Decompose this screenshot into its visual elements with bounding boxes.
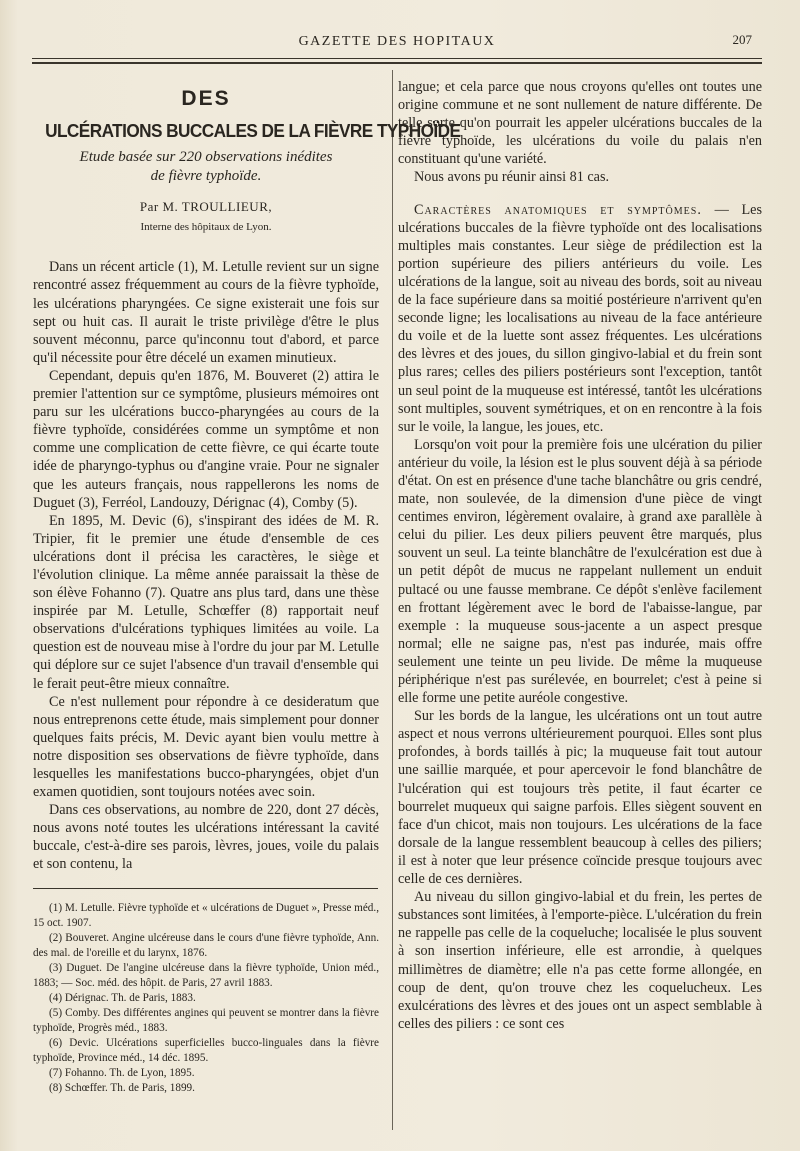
paragraph: langue; et cela parce que nous croyons qu'elles ont toutes une origine commune et ne sont nullement de nature différente. De telle sorte qu'on pourrait les appeler ulcérations buccales de la fièvre typhoïde, les ulcérations du voile du palais n'en constituant qu'une variété.	[398, 79, 762, 168]
subtitle-line1: Etude basée sur 220 observations inédites	[79, 149, 333, 166]
paragraph: Dans ces observations, au nombre de 220, dont 27 décès, nous avons noté toutes les ulcérations intéressant la cavité buccale, c'est-à-dire ses parois, lèvres, joues, voile du palais et son contenu, la	[33, 802, 379, 873]
footnote: (3) Duguet. De l'angine ulcéreuse dans la fièvre typhoïde, Union méd., 1883; — Soc. méd. des hôpit. de Paris, 27 avril 1883.	[33, 961, 379, 989]
article-title-line2: ULCÉRATIONS BUCCALES DE LA FIÈVRE TYPHOÏDE	[45, 120, 461, 142]
article-title-line1: DES	[181, 87, 231, 110]
paragraph: Cependant, depuis qu'en 1876, M. Bouveret (2) attira le premier l'attention sur ce symptôme, plusieurs mémoires ont paru sur les ulcérations bucco-pharyngées au cours de la fièvre typhoïde, considérées comme un symptôme et non comme une complication de cette fièvre, ce qui écarte toute idée de pharyngo-typhus ou d'angine vraie. Pour ne signaler que les auteurs français, nous rappellerons les noms de Duguet (3), Ferréol, Landouzy, Dérignac (4), Comby (5).	[33, 367, 379, 511]
footnote: (6) Devic. Ulcérations superficielles bucco-linguales dans la fièvre typhoïde, Province méd., 14 déc. 1895.	[33, 1036, 379, 1064]
paragraph: Au niveau du sillon gingivo-labial et du frein, les pertes de substances sont limitées, à l'emporte-pièce. L'ulcération du frein ne rappelle pas celle de la coqueluche; localisée le plus souvent à son insertion inférieure, elle est arrondie, à quelques millimètres de diamètre; elle n'a pas cette forme allongée, en coup de dent, qu'on trouve chez les coquelucheux. Les exulcérations des lèvres et des joues ont un aspect semblable à celles des piliers : ce sont ces	[398, 889, 763, 1032]
section-first-paragraph	[398, 201, 762, 436]
footnote: (1) M. Letulle. Fièvre typhoïde et « ulcérations de Duguet », Presse méd., 15 oct. 1907.	[33, 901, 379, 929]
journal-title: GAZETTE DES HOPITAUX	[298, 34, 496, 49]
author-role: Interne des hôpitaux de Lyon.	[140, 221, 272, 234]
header-rule-thick	[32, 62, 762, 64]
paragraph: En 1895, M. Devic (6), s'inspirant des idées de M. R. Tripier, fit le premier une étude d'ensemble de ces ulcérations dont il précisa les caractères, le siège et l'évolution clinique. La même année paraissait la thèse de son élève Fohanno (7). Quatre ans plus tard, dans une thèse inspirée par M. Letulle, Schœffer (8) rapportait neuf observations d'ulcérations typhiques limitées au voile. La question est de nouveau mise à l'ordre du jour par M. Letulle qui déplore sur ce sujet l'absence d'un travail d'ensemble qui le ferait peut-être mieux connaître.	[33, 512, 379, 692]
footnote-rule	[33, 888, 378, 889]
left-column	[33, 80, 461, 1096]
paragraph: Dans un récent article (1), M. Letulle revient sur un signe rencontré assez fréquemment au cours de la fièvre typhoïde, les ulcérations pharyngées. Ce signe existerait une fois sur sept ou huit cas. Il aurait le triste privilège d'être le plus souvent méconnu, parce qu'inconnu tout d'abord, et parce qu'il nécessite pour être décelé un examen minutieux.	[33, 259, 379, 366]
column-divider	[392, 70, 393, 1130]
page-number: 207	[732, 32, 752, 47]
footnote: (4) Dérignac. Th. de Paris, 1883.	[49, 991, 196, 1004]
article-subtitle	[33, 148, 379, 186]
paragraph: Ce n'est nullement pour répondre à ce desideratum que nous entreprenons cette étude, mais simplement pour donner quelques faits précis, M. Devic ayant bien voulu mettre à notre disposition ses observations de fièvre typhoïde, dans lesquelles les manifestations bucco-pharyngées, objet d'un examen quotidien, sont toujours notées avec soin.	[33, 693, 379, 801]
section-heading: Caractères anatomiques et symptômes. —	[414, 201, 730, 218]
footnote: (8) Schœffer. Th. de Paris, 1899.	[49, 1081, 195, 1094]
right-column	[398, 78, 762, 1033]
footnote: (7) Fohanno. Th. de Lyon, 1895.	[49, 1066, 195, 1079]
footnote: (5) Comby. Des différentes angines qui peuvent se montrer dans la fièvre typhoïde, Progrès méd., 1883.	[33, 1006, 379, 1034]
footnote: (2) Bouveret. Angine ulcéreuse dans le cours d'une fièvre typhoïde, Ann. des mal. de l'oreille et du larynx, 1876.	[33, 931, 379, 959]
page-header	[32, 34, 762, 54]
subtitle-line2: de fièvre typhoïde.	[150, 168, 262, 185]
header-rule-thin	[32, 58, 762, 59]
paragraph: Sur les bords de la langue, les ulcérations ont un tout autre aspect et nous verrons ultérieurement pourquoi. Elles sont plus profondes, à bords taillés à pic; la muqueuse fait tout autour une saillie marquée, et pour apercevoir le fond blanchâtre de l'ulcération qui est toujours très petite, il faut écarter ce bourrelet muqueux qui saigne parfois. Elles siègent souvent en face d'un chicot, mais non toujours. Les ulcérations de la face dorsale de la langue ressemblent beaucoup à celles des piliers; il est à noter que leur présence coïncide presque toujours avec celle de ces dernières.	[398, 708, 762, 888]
section-text: Les ulcérations buccales de la fièvre typhoïde ont des localisations multiples mais constantes. Leur siège de prédilection est la portion supérieure des piliers antérieurs du voile. Les ulcérations de la langue, soit au niveau des bords, soit au niveau de la face supérieure dans sa moitié postérieure n'arrivent qu'en seconde ligne; les localisations au niveau de la face antérieure du voile et de la luette sont assez fréquentes. Les ulcérations des lèvres et des joues, du sillon gingivo-labial et du frein sont plus rares; celles des piliers postérieurs sont l'exception, tantôt un seul point de la muqueuse est intéressé, tantôt les ulcérations sont multiples, souvent symétriques, et on en rencontre à la fois sur le voile, la langue, les joues, etc.	[398, 201, 762, 435]
paragraph: Lorsqu'on voit pour la première fois une ulcération du pilier antérieur du voile, la lésion est le plus souvent déjà à sa période d'état. On est en présence d'une tache blanchâtre ou gris cendré, mate, non soulevée, de la dimension d'une pièce de vingt centimes environ, légèrement ovalaire, à grand axe parallèle à celui du pilier. Les deux piliers peuvent être marqués, plus souvent un seul. La teinte blanchâtre de l'exulcération est due à un petit dépôt de mucus ne rappelant nullement un enduit pultacé ou une fausse membrane. Ce dépôt s'enlève facilement en frottant légèrement avec le bord de l'abaisse-langue, par exemple : la muqueuse sous-jacente a un aspect presque normal; elle ne saigne pas, n'est pas indurée, mais offre seulement une teinte un peu livide. De même la muqueuse périphérique n'est pas surélevée, en bourrelet; c'est à peine si elle forme une petite auréole congestive.	[398, 436, 762, 707]
article-author: Par M. TROULLIEUR,	[139, 199, 273, 215]
spacer	[398, 187, 762, 201]
paragraph: Nous avons pu réunir ainsi 81 cas.	[414, 169, 610, 186]
